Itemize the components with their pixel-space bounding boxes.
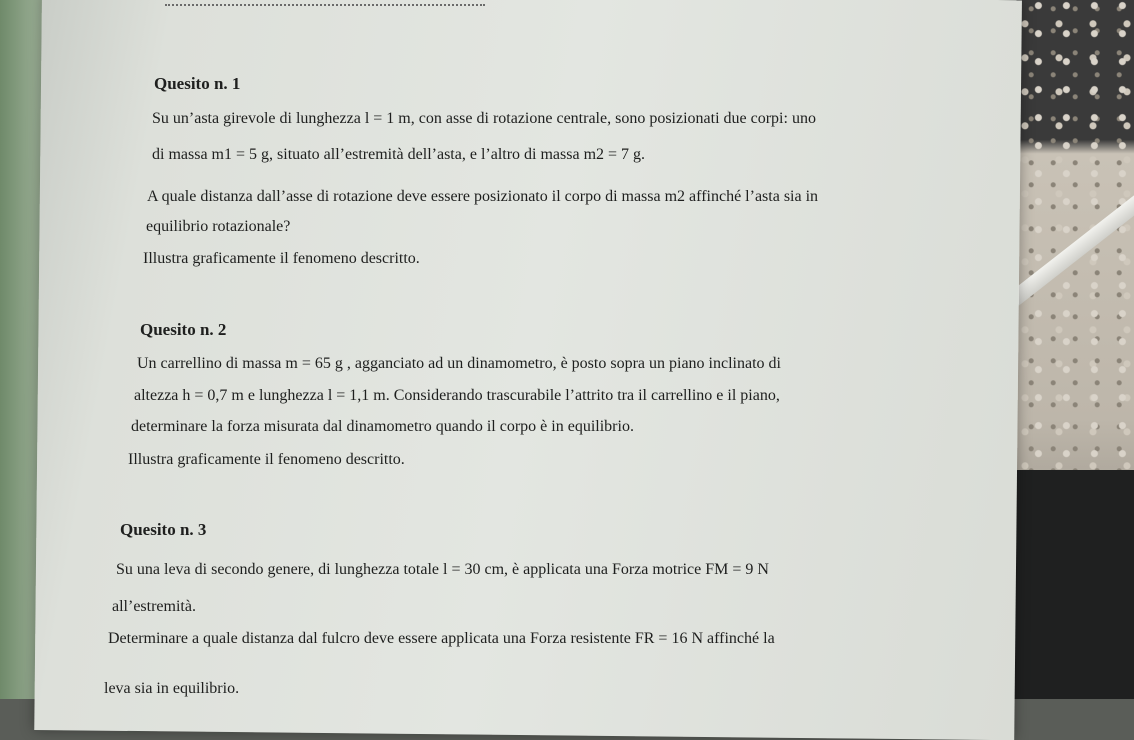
quesito-3-title: Quesito n. 3 <box>120 520 207 539</box>
quesito-2-line-2: altezza h = 0,7 m e lunghezza l = 1,1 m. Considerando trascurabile l’attrito tra il carrellino e il piano, <box>134 387 780 404</box>
quesito-1-line-2: di massa m1 = 5 g, situato all’estremità dell’asta, e l’altro di massa m2 = 7 g. <box>152 146 646 163</box>
quesito-3-line-2: all’estremità. <box>112 598 196 615</box>
quesito-3-line-3: Determinare a quale distanza dal fulcro deve essere applicata una Forza resistente FR = 16 N affinché la <box>108 630 775 647</box>
quesito-2-line-1: Un carrellino di massa m = 65 g , agganciato ad un dinamometro, è posto sopra un piano inclinato di <box>137 355 781 372</box>
quesito-2-line-3: determinare la forza misurata dal dinamometro quando il corpo è in equilibrio. <box>131 418 634 435</box>
top-dotted-line <box>165 0 485 6</box>
quesito-3-line-4: leva sia in equilibrio. <box>104 680 240 697</box>
quesito-1-line-4: equilibrio rotazionale? <box>146 218 291 235</box>
quesito-1-line-1: Su un’asta girevole di lunghezza l = 1 m, con asse di rotazione centrale, sono posizionati due corpi: uno <box>152 110 816 127</box>
quesito-2-line-4: Illustra graficamente il fenomeno descritto. <box>128 451 405 468</box>
quesito-3-line-1: Su una leva di secondo genere, di lunghezza totale l = 30 cm, è applicata una Forza motrice FM = 9 N <box>116 561 769 578</box>
quesito-2-title: Quesito n. 2 <box>140 320 227 339</box>
quesito-1-title: Quesito n. 1 <box>154 74 241 93</box>
quesito-1-line-3: A quale distanza dall’asse di rotazione deve essere posizionato il corpo di massa m2 affinché l’asta sia in <box>147 188 819 205</box>
quesito-1-line-5: Illustra graficamente il fenomeno descritto. <box>143 250 420 267</box>
